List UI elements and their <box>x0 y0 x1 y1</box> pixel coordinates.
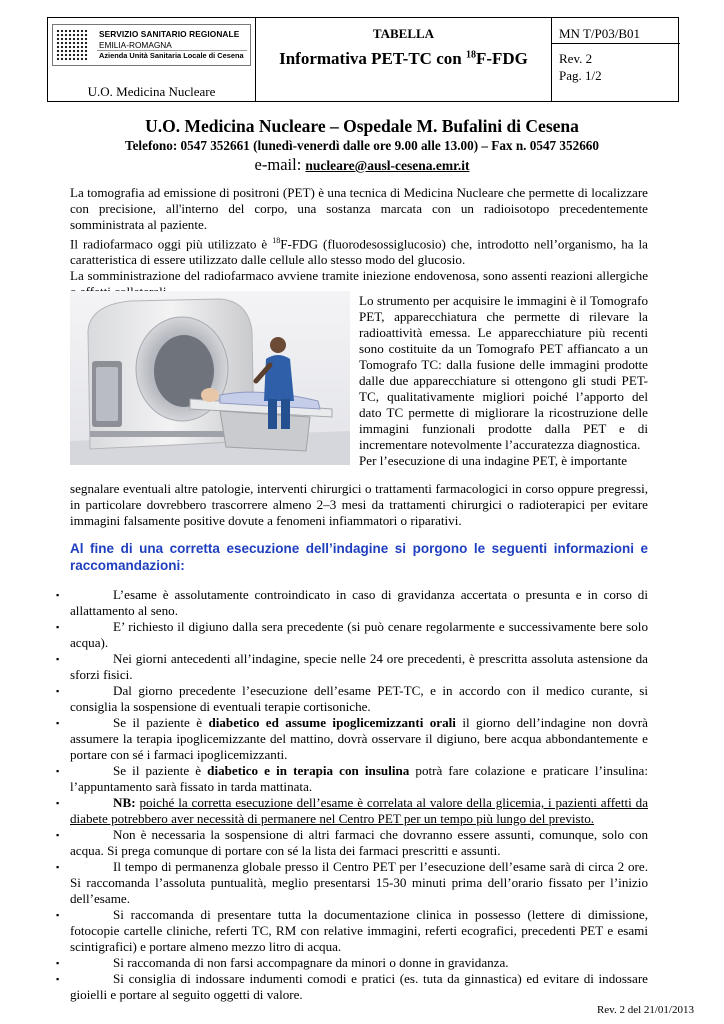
bullet-square-icon: ▪ <box>56 798 60 808</box>
logo-line1: SERVIZIO SANITARIO REGIONALE <box>99 29 240 39</box>
bullet-square-icon: ▪ <box>56 654 60 664</box>
bullet-square-icon: ▪ <box>56 830 60 840</box>
list-item: ▪ E’ richiesto il digiuno dalla sera precedente (si può cenare regolarmente e successivamente bere solo acqua). <box>56 619 648 650</box>
list-item: ▪ Dal giorno precedente l’esecuzione dell’esame PET-TC, e in accordo con il medico curante, si consiglia la sospensione di eventuali terapie cortisoniche. <box>56 683 648 714</box>
list-item: ▪ Se il paziente è diabetico ed assume ipoglicemizzanti orali il giorno dell’indagine non dovrà assumere la terapia ipoglicemizzante del mattino, dovrà osservare il digiuno, bere acqua abbondantemente e portare con sé i farmaci ipoglicemizzanti. <box>56 715 648 762</box>
bullet-square-icon: ▪ <box>56 766 60 776</box>
header-logo-cell <box>48 18 256 101</box>
footer-revision: Rev. 2 del 21/01/2013 <box>596 1004 694 1016</box>
ausl-logo <box>52 24 251 66</box>
list-item: ▪ Si raccomanda di non farsi accompagnare da minori o donne in gravidanza. <box>56 955 509 970</box>
list-item: ▪ Il tempo di permanenza globale presso il Centro PET per l’esecuzione dell’esame sarà di circa 2 ore. Si raccomanda l’assoluta puntualità, meglio presentarsi 15-30 minuti prima dell’orario fissato per l’inizio dell’esame. <box>56 859 648 906</box>
bullet-square-icon: ▪ <box>56 718 60 728</box>
list-item: ▪ Si raccomanda di presentare tutta la documentazione clinica in possesso (lettere di dimissione, fotocopie cartelle cliniche, referti TC, RM con relative immagini, referti ecografici, precedenti PET e esami scintigrafici) e portare almeno mezzo litro di acqua. <box>56 907 648 954</box>
scanner-description <box>359 293 648 469</box>
pet-ct-scanner-image <box>70 291 350 465</box>
logo-dots-icon <box>56 29 88 61</box>
header-unit: U.O. Medicina Nucleare <box>87 84 216 99</box>
bullet-square-icon: ▪ <box>56 974 60 984</box>
bullet-square-icon: ▪ <box>56 590 60 600</box>
email-link[interactable]: nucleare@ausl-cesena.emr.it <box>305 158 470 173</box>
document-title: Informativa PET-TC con $^{18}$F-FDG <box>279 49 528 68</box>
header-table <box>47 17 679 102</box>
header-title-cell <box>256 18 552 101</box>
intro-paragraph: Il radiofarmaco oggi più utilizzato è $^{18}$F-FDG (fluorodesossiglucosio) che, introdotto nell’organismo, ha la caratteristica di essere utilizzato dalle cellule allo stesso modo del glucosio. <box>70 236 648 268</box>
intro-text <box>70 185 648 300</box>
recommendations-heading: Al fine di una corretta esecuzione dell’indagine si porgono le seguenti informazioni e raccomandazioni: <box>70 541 648 573</box>
table-label: TABELLA <box>372 26 435 41</box>
logo-line3: Azienda Unità Sanitaria Locale di Cesena <box>99 51 244 60</box>
list-item: ▪ Se il paziente è diabetico e in terapia con insulina potrà fare colazione e praticare l’insulina: l’appuntamento sarà fissato in tarda mattinata. <box>56 763 648 794</box>
bullet-square-icon: ▪ <box>56 910 60 920</box>
page-number: Pag. 1/2 <box>559 68 602 83</box>
bullet-square-icon: ▪ <box>56 622 60 632</box>
list-item: ▪ Non è necessaria la sospensione di altri farmaci che dovranno essere assunti, comunque, solo con acqua. Si prega comunque di portare con sé la lista dei farmaci prescritti e assunti. <box>56 827 648 858</box>
scanner-paragraph: Lo strumento per acquisire le immagini è il Tomografo PET, apparecchiatura che permette di rilevare la radioattività emessa. Le apparecchiature più recenti sono costituite da un Tomografo PET affiancato a un Tomografo TC: dalla fusione delle immagini prodotte dalle due apparecchiature si ottengono gli studi PET-TC, qualitativamente migliori poiché l’apporto del dato TC permette di migliorare la ricostruzione delle immagini funzionali prodotte dalla PET e di incrementare notevolmente l’accuratezza diagnostica. <box>359 293 648 452</box>
contact-email: e-mail: nucleare@ausl-cesena.emr.it <box>254 155 470 174</box>
list-item: ▪ L’esame è assolutamente controindicato in caso di gravidanza accertata o presunta e in corso di allattamento al seno. <box>56 587 648 618</box>
intro-paragraph: La somministrazione del radiofarmaco avviene tramite iniezione endovenosa, sono assenti reazioni allergiche <box>70 268 648 284</box>
header-meta-cell <box>552 18 680 101</box>
important-text: segnalare eventuali altre patologie, interventi chirurgici o trattamenti farmacologici in corso oppure pregressi, in particolare dovrebbero trascorrere almeno 2–3 mesi da trattamenti chirurgici o radioterapici per evitare immagini falsamente positive dovute a fenomeni infiammatori o riparativi. <box>70 481 648 528</box>
list-item: ▪ Si consiglia di indossare indumenti comodi e pratici (es. tuta da ginnastica) ed evitare di indossare gioielli e portare al seguito oggetti di valore. <box>56 971 648 1002</box>
document-code: MN T/P03/B01 <box>559 26 641 41</box>
contact-phone: Telefono: 0547 352661 (lunedì-venerdì dalle ore 9.00 alle 13.00) – Fax n. 0547 352660 <box>124 138 599 153</box>
page-title: U.O. Medicina Nucleare – Ospedale M. Bufalini di Cesena <box>145 116 579 136</box>
bullet-square-icon: ▪ <box>56 686 60 696</box>
list-item: ▪ Nei giorni antecedenti all’indagine, specie nelle 24 ore precedenti, è prescritta assoluta astensione da sforzi fisici. <box>56 651 648 682</box>
intro-paragraph: La tomografia ad emissione di positroni (PET) è una tecnica di Medicina Nucleare che permette di localizzare con precisione, all'interno del corpo, una sostanza marcata con un radioisotopo precedentemente somministrata al paziente. <box>70 185 648 232</box>
recommendations-list <box>56 587 649 1003</box>
list-item: ▪ NB: poiché la corretta esecuzione dell’esame è correlata al valore della glicemia, i pazienti affetti da diabete potrebbero aver necessità di permanere nel Centro PET per un tempo più lungo del previsto. <box>56 795 649 826</box>
revision: Rev. 2 <box>559 51 593 66</box>
logo-line2: EMILIA-ROMAGNA <box>99 40 172 50</box>
important-intro: Per l’esecuzione di una indagine PET, è importante <box>359 453 628 468</box>
bullet-square-icon: ▪ <box>56 862 60 872</box>
bullet-square-icon: ▪ <box>56 958 60 968</box>
meta-divider <box>552 43 680 44</box>
